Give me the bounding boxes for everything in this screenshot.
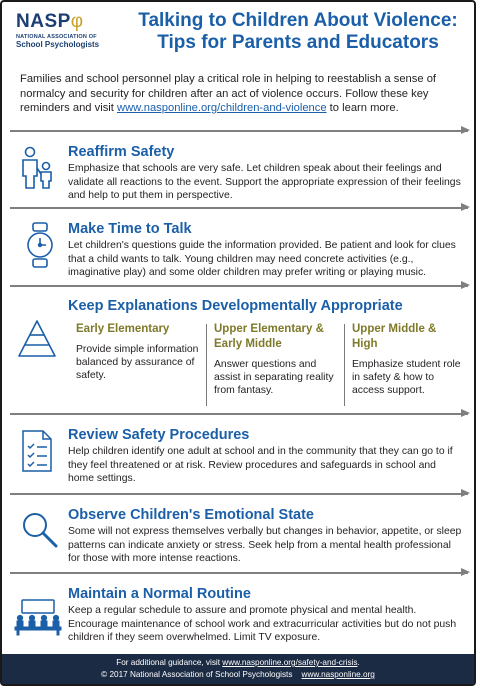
section-divider <box>10 572 468 574</box>
section-body-review-safety: Help children identify one adult at school and in the community that they can go to if they feel threatened or at risk. Review procedures and safeguards in school and home settings. <box>68 446 453 485</box>
section-divider <box>10 285 468 287</box>
column-upper-middle-high <box>352 322 464 408</box>
footer-safety-link[interactable]: www.nasponline.org/safety-and-crisis <box>222 658 358 667</box>
column-divider <box>206 324 207 406</box>
section-title-keep-explanations: Keep Explanations Developmentally Appropriate <box>68 298 403 314</box>
footer-text: For additional guidance, visit <box>116 658 223 667</box>
column-upper-elementary <box>214 322 338 408</box>
title-line2: Tips for Parents and Educators <box>157 32 439 53</box>
footer-line1 <box>2 657 474 669</box>
section-title-reaffirm-safety: Reaffirm Safety <box>68 144 175 160</box>
footer-site-link[interactable]: www.nasponline.org <box>301 670 375 679</box>
intro-link[interactable]: www.nasponline.org/children-and-violence <box>117 102 327 114</box>
pyramid-icon <box>16 318 58 360</box>
logo-brand <box>16 12 126 32</box>
footer-line2 <box>2 669 474 681</box>
section-title-normal-routine: Maintain a Normal Routine <box>68 586 251 602</box>
column-body: Emphasize student role in safety & how to access support. <box>352 359 461 396</box>
intro-text-end: to learn more. <box>326 102 399 114</box>
section-title-make-time-to-talk: Make Time to Talk <box>68 221 192 237</box>
section-title-observe-emotional: Observe Children's Emotional State <box>68 507 314 523</box>
section-title-review-safety: Review Safety Procedures <box>68 427 250 443</box>
column-heading: Early Elementary <box>76 323 170 335</box>
logo-wordmark: NASP <box>16 11 71 32</box>
section-divider <box>10 413 468 415</box>
grade-level-columns <box>68 322 464 408</box>
magnifier-icon <box>20 510 60 550</box>
column-heading: Upper Elementary & Early Middle <box>214 323 324 350</box>
column-body: Answer questions and assist in separating reality from fantasy. <box>214 359 334 396</box>
section-body-make-time-to-talk: Let children's questions guide the information provided. Be patient and look for clues that a child wants to talk. Young children may need concrete activities (e.g., imaginative play) and some older children may prefer writing or playing music. <box>68 240 456 279</box>
column-divider <box>344 324 345 406</box>
section-body-normal-routine: Keep a regular schedule to assure and promote physical and mental health. Encourage maintenance of school work and extracurricular activities but do not push children if they seem overwhelmed. Limit TV exposure. <box>68 605 457 644</box>
intro-text: Families and school personnel play a critical role in helping to reestablish a sense of normalcy and security for children after an act of violence occurs. Follow these key reminders and visit <box>20 73 437 114</box>
section-divider <box>10 207 468 209</box>
logo-org-line1: NATIONAL ASSOCIATION OF <box>16 34 97 40</box>
footer-bar <box>2 654 474 684</box>
title-line1: Talking to Children About Violence: <box>138 10 458 31</box>
parent-child-icon <box>18 146 58 190</box>
section-body-observe-emotional: Some will not express themselves verbally but changes in behavior, appetite, or sleep patterns can indicate anxiety or stress. Seek help from a mental health professional for those with more intense reactions. <box>68 526 462 565</box>
section-divider <box>10 130 468 132</box>
column-body: Provide simple information balanced by assurance of safety. <box>76 344 199 381</box>
page-title <box>130 10 466 54</box>
intro-paragraph <box>20 72 464 116</box>
nasp-logo <box>16 12 126 49</box>
section-divider <box>10 493 468 495</box>
column-heading: Upper Middle & High <box>352 323 437 350</box>
logo-psi-mark: φ <box>70 11 84 32</box>
footer-copyright: © 2017 National Association of School Psychologists <box>101 670 293 679</box>
column-early-elementary <box>76 322 200 408</box>
footer-period: . <box>357 658 360 667</box>
logo-org-line2: School Psychologists <box>16 40 100 49</box>
classroom-icon <box>14 598 62 636</box>
checklist-icon <box>20 428 56 474</box>
section-body-reaffirm-safety: Emphasize that schools are very safe. Let children speak about their feelings and validate all reactions to the event. Support the appropriate expression of their feelings and help to put them in perspective. <box>68 163 461 202</box>
stopwatch-icon <box>26 222 56 268</box>
